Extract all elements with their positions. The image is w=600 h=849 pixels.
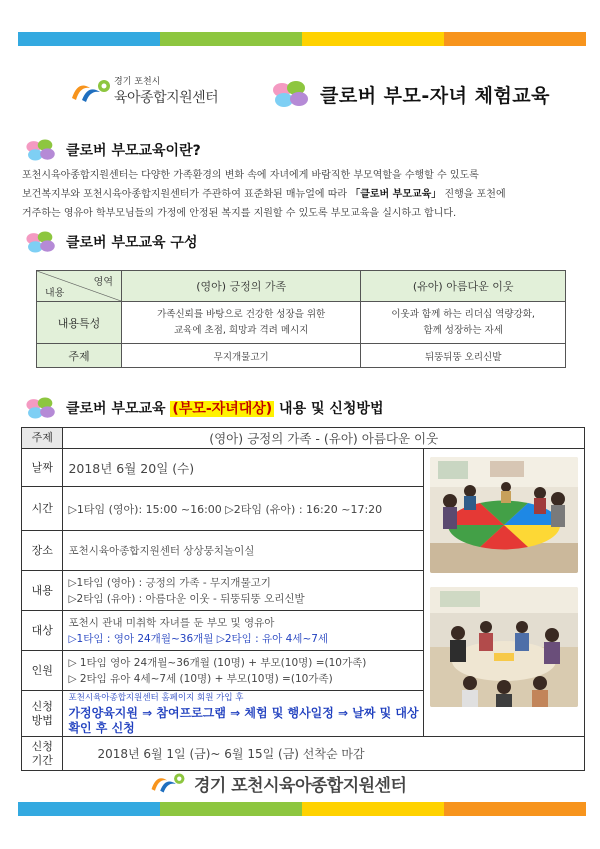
section-heading-composition	[24, 230, 197, 254]
stripe-segment	[444, 802, 586, 816]
intro-line: 거주하는 영유아 학부모님들의 가정에 안정된 복지를 지원할 수 있도록 부모교육을 실시하고 합니다.	[22, 208, 457, 219]
cell-line: 이웃과 함께 하는 리더십 역량강화,	[391, 308, 535, 320]
row-label: 인원	[22, 651, 63, 691]
intro-text: 진행을 포천에	[441, 189, 506, 200]
program-details-table	[21, 427, 585, 771]
row-label: 시간	[22, 487, 63, 531]
intro-paragraph	[22, 166, 584, 223]
target-value	[63, 611, 424, 651]
capacity-line: ▷ 1타임 영아 24개월~36개월 (10명) + 부모(10명) =(10가족)	[68, 656, 367, 669]
diag-top-label: 영역	[93, 277, 113, 288]
clover-icon	[270, 80, 312, 108]
intro-line	[22, 185, 584, 204]
table-row	[22, 449, 585, 487]
table-row	[22, 737, 585, 771]
page-title: 클로버 부모-자녀 체험교육	[320, 84, 551, 107]
label-line: 기간	[31, 753, 53, 767]
diag-bottom-label: 내용	[45, 288, 65, 299]
page-header	[270, 80, 550, 108]
content-line: ▷1타임 (영아) : 긍정의 가족 - 무지개물고기	[68, 576, 271, 589]
target-line: ▷1타임 : 영아 24개월~36개월 ▷2타임 : 유아 4세~7세	[68, 632, 329, 645]
row-label: 대상	[22, 611, 63, 651]
center-logo-icon	[148, 770, 188, 796]
table-cell	[361, 302, 566, 344]
section-title	[66, 398, 383, 418]
apply-value	[63, 691, 424, 737]
highlighted-title-part: (부모-자녀대상)	[172, 401, 273, 417]
org-logo	[68, 74, 218, 107]
section-title: 클로버 부모교육이란?	[66, 143, 201, 159]
intro-line: 포천시육아종합지원센터는 다양한 가족환경의 변화 속에 자녀에게 바람직한 부모역할을 수행할 수 있도록	[22, 170, 479, 181]
content-value	[63, 571, 424, 611]
composition-table	[36, 270, 566, 368]
column-header: (유아) 아름다운 이웃	[361, 271, 566, 302]
row-label: 주제	[22, 428, 63, 449]
row-label: 내용	[22, 571, 63, 611]
table-cell: 뒤뚱뒤뚱 오리신발	[361, 344, 566, 368]
clover-icon	[24, 138, 58, 162]
diagonal-header-cell	[37, 271, 122, 302]
row-header: 내용특성	[37, 302, 122, 344]
place-value: 포천시육아종합지원센터 상상뭉치놀이실	[63, 531, 424, 571]
stripe-segment	[18, 802, 160, 816]
clover-icon	[24, 396, 58, 420]
org-sub-name: 경기 포천시	[114, 77, 161, 87]
circle-activity-photo	[430, 587, 578, 707]
row-label: 날짜	[22, 449, 63, 487]
section-title: 클로버 부모교육 구성	[66, 235, 198, 251]
bottom-color-stripe	[18, 802, 586, 816]
column-header: (영아) 긍정의 가족	[122, 271, 361, 302]
row-label: 장소	[22, 531, 63, 571]
table-cell	[122, 302, 361, 344]
label-line: 신청	[31, 739, 53, 753]
footer-org-name: 경기 포천시육아종합지원센터	[194, 775, 407, 796]
intro-text: 보건복지부와 포천시육아종합지원센터가 주관하여 표준화된 매뉴얼에 따라	[22, 189, 351, 200]
date-value: 2018년 6월 20일 (수)	[63, 449, 424, 487]
table-row	[37, 344, 566, 368]
section-heading-details	[24, 396, 383, 420]
section-heading-intro	[24, 138, 201, 162]
stripe-segment	[160, 802, 302, 816]
stripe-segment	[302, 802, 444, 816]
apply-note: 포천시육아종합지원센터 홈페이지 회원 가입 후	[68, 693, 244, 703]
row-label	[22, 691, 63, 737]
capacity-value	[63, 651, 424, 691]
label-line: 방법	[31, 713, 53, 727]
stripe-segment	[444, 32, 586, 46]
apply-steps: 가정양육지원 ⇒ 참여프로그램 ⇒ 체험 및 행사일정 ⇒ 날짜 및 대상 확인 후 신청	[68, 706, 419, 735]
table-row	[22, 428, 585, 449]
program-name: 「클로버 부모교육」	[350, 189, 442, 200]
clover-icon	[24, 230, 58, 254]
org-main-name: 육아종합지원센터	[114, 90, 219, 106]
stripe-segment	[160, 32, 302, 46]
center-logo-icon	[68, 76, 114, 106]
capacity-line: ▷ 2타임 유아 4세~7세 (10명) + 부모(10명) =(10가족)	[68, 672, 333, 685]
row-header: 주제	[37, 344, 122, 368]
target-line: 포천시 관내 미취학 자녀를 둔 부모 및 영유아	[68, 616, 275, 629]
stripe-segment	[18, 32, 160, 46]
time-value: ▷1타임 (영아): 15:00 ~16:00 ▷2타임 (유아) : 16:20 ~17:20	[63, 487, 424, 531]
label-line: 신청	[31, 699, 53, 713]
cell-line: 가족신뢰를 바탕으로 건강한 성장을 위한	[157, 308, 326, 320]
topic-value: (영아) 긍정의 가족 - (유아) 아름다운 이웃	[63, 428, 585, 449]
title-part: 클로버 부모교육	[66, 401, 171, 417]
photo-column	[424, 449, 585, 737]
parachute-play-photo	[430, 457, 578, 573]
title-part: 내용 및 신청방법	[274, 401, 384, 417]
table-row	[37, 302, 566, 344]
top-color-stripe	[18, 32, 586, 46]
content-line: ▷2타임 (유아) : 아름다운 이웃 - 뒤뚱뒤뚱 오리신발	[68, 592, 305, 605]
cell-line: 함께 성장하는 자세	[423, 324, 503, 336]
stripe-segment	[302, 32, 444, 46]
footer-logo	[148, 770, 406, 796]
period-value: 2018년 6월 1일 (금)~ 6월 15일 (금) 선착순 마감	[63, 737, 585, 771]
table-cell: 무지개물고기	[122, 344, 361, 368]
row-label	[22, 737, 63, 771]
cell-line: 교육에 초점, 희망과 격려 메시지	[173, 324, 309, 336]
